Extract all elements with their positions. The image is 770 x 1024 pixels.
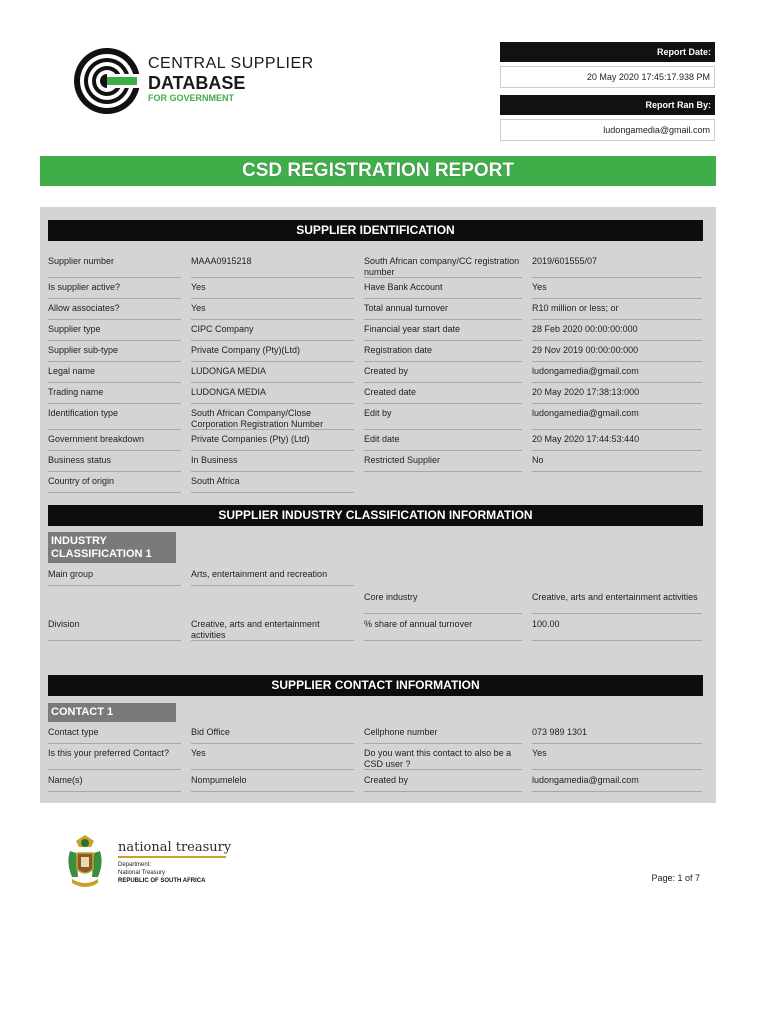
- field-label: Government breakdown: [48, 431, 181, 451]
- field-label: Supplier type: [48, 321, 181, 341]
- field-value: Yes: [532, 279, 702, 299]
- coat-of-arms-icon: [64, 833, 106, 889]
- field-value: No: [532, 452, 702, 472]
- treasury-divider: [118, 856, 226, 858]
- field-label: Business status: [48, 452, 181, 472]
- field-value: Bid Office: [191, 724, 354, 744]
- field-label: Supplier sub-type: [48, 342, 181, 362]
- industry-classification-subheader: INDUSTRY CLASSIFICATION 1: [48, 532, 176, 563]
- report-date-value: 20 May 2020 17:45:17.938 PM: [500, 66, 715, 88]
- field-value: Yes: [191, 279, 354, 299]
- field-value: 29 Nov 2019 00:00:00:000: [532, 342, 702, 362]
- field-label: Is this your preferred Contact?: [48, 745, 181, 770]
- logo-line-2: DATABASE: [148, 73, 246, 93]
- field-label: Trading name: [48, 384, 181, 404]
- field-label: Edit by: [364, 405, 522, 430]
- supplier-identification-header: SUPPLIER IDENTIFICATION: [48, 220, 703, 241]
- field-value: Arts, entertainment and recreation: [191, 566, 354, 586]
- field-value: R10 million or less; or: [532, 300, 702, 320]
- field-label: Financial year start date: [364, 321, 522, 341]
- field-label: Legal name: [48, 363, 181, 383]
- field-value: South Africa: [191, 473, 354, 493]
- field-value: 28 Feb 2020 00:00:00:000: [532, 321, 702, 341]
- field-label: Have Bank Account: [364, 279, 522, 299]
- field-label: Created by: [364, 363, 522, 383]
- field-label: Contact type: [48, 724, 181, 744]
- field-value: 2019/601555/07: [532, 253, 702, 278]
- page-number: Page: 1 of 7: [651, 873, 700, 883]
- field-label: Country of origin: [48, 473, 181, 493]
- logo-line-3: FOR GOVERNMENT: [148, 93, 235, 103]
- field-label: Registration date: [364, 342, 522, 362]
- field-label: Division: [48, 616, 181, 641]
- field-value: Yes: [532, 745, 702, 770]
- field-value: ludongamedia@gmail.com: [532, 363, 702, 383]
- title-banner: [40, 156, 716, 186]
- csd-logo-text: [148, 56, 314, 103]
- field-label: Allow associates?: [48, 300, 181, 320]
- field-label: South African company/CC registration number: [364, 253, 522, 278]
- field-label: Cellphone number: [364, 724, 522, 744]
- page-title: CSD REGISTRATION REPORT: [242, 160, 514, 181]
- field-value: 100.00: [532, 616, 702, 641]
- field-value: Yes: [191, 745, 354, 770]
- field-label: Core industry: [364, 589, 522, 614]
- report-ran-by-label: Report Ran By:: [500, 95, 715, 115]
- field-value: 20 May 2020 17:44:53:440: [532, 431, 702, 451]
- field-value: In Business: [191, 452, 354, 472]
- csd-logo-icon: [72, 46, 142, 116]
- field-label: Name(s): [48, 772, 181, 792]
- logo-line-1: CENTRAL SUPPLIER: [148, 55, 314, 72]
- field-label: Edit date: [364, 431, 522, 451]
- industry-classification-header: SUPPLIER INDUSTRY CLASSIFICATION INFORMATION: [48, 505, 703, 526]
- field-value: Creative, arts and entertainment activities: [532, 589, 702, 614]
- field-value: 073 989 1301: [532, 724, 702, 744]
- report-ran-by-value: ludongamedia@gmail.com: [500, 119, 715, 141]
- treasury-name: national treasury: [118, 840, 232, 855]
- field-value: Yes: [191, 300, 354, 320]
- field-label: Supplier number: [48, 253, 181, 278]
- field-value: CIPC Company: [191, 321, 354, 341]
- field-value: LUDONGA MEDIA: [191, 384, 354, 404]
- contact-information-header: SUPPLIER CONTACT INFORMATION: [48, 675, 703, 696]
- field-value: South African Company/Close Corporation Registration Number: [191, 405, 354, 430]
- field-label: Identification type: [48, 405, 181, 430]
- treasury-dept-line3: REPUBLIC OF SOUTH AFRICA: [118, 878, 206, 884]
- field-label: % share of annual turnover: [364, 616, 522, 641]
- field-value: ludongamedia@gmail.com: [532, 772, 702, 792]
- report-date-label: Report Date:: [500, 42, 715, 62]
- treasury-dept-line1: Department:: [118, 862, 152, 868]
- field-label: Created by: [364, 772, 522, 792]
- field-label: Main group: [48, 566, 181, 586]
- field-label: Do you want this contact to also be a CSD user ?: [364, 745, 522, 770]
- field-value: Private Company (Pty)(Ltd): [191, 342, 354, 362]
- field-label: Total annual turnover: [364, 300, 522, 320]
- field-value: 20 May 2020 17:38:13:000: [532, 384, 702, 404]
- field-value: Private Companies (Pty) (Ltd): [191, 431, 354, 451]
- field-label: Is supplier active?: [48, 279, 181, 299]
- national-treasury-logo: [118, 840, 231, 885]
- field-value: MAAA0915218: [191, 253, 354, 278]
- field-value: LUDONGA MEDIA: [191, 363, 354, 383]
- field-label: Created date: [364, 384, 522, 404]
- field-value: Creative, arts and entertainment activities: [191, 616, 354, 641]
- field-value: ludongamedia@gmail.com: [532, 405, 702, 430]
- field-value: Nompumelelo: [191, 772, 354, 792]
- field-label: Restricted Supplier: [364, 452, 522, 472]
- contact-subheader: CONTACT 1: [48, 703, 176, 722]
- treasury-dept-line2: National Treasury: [118, 870, 166, 876]
